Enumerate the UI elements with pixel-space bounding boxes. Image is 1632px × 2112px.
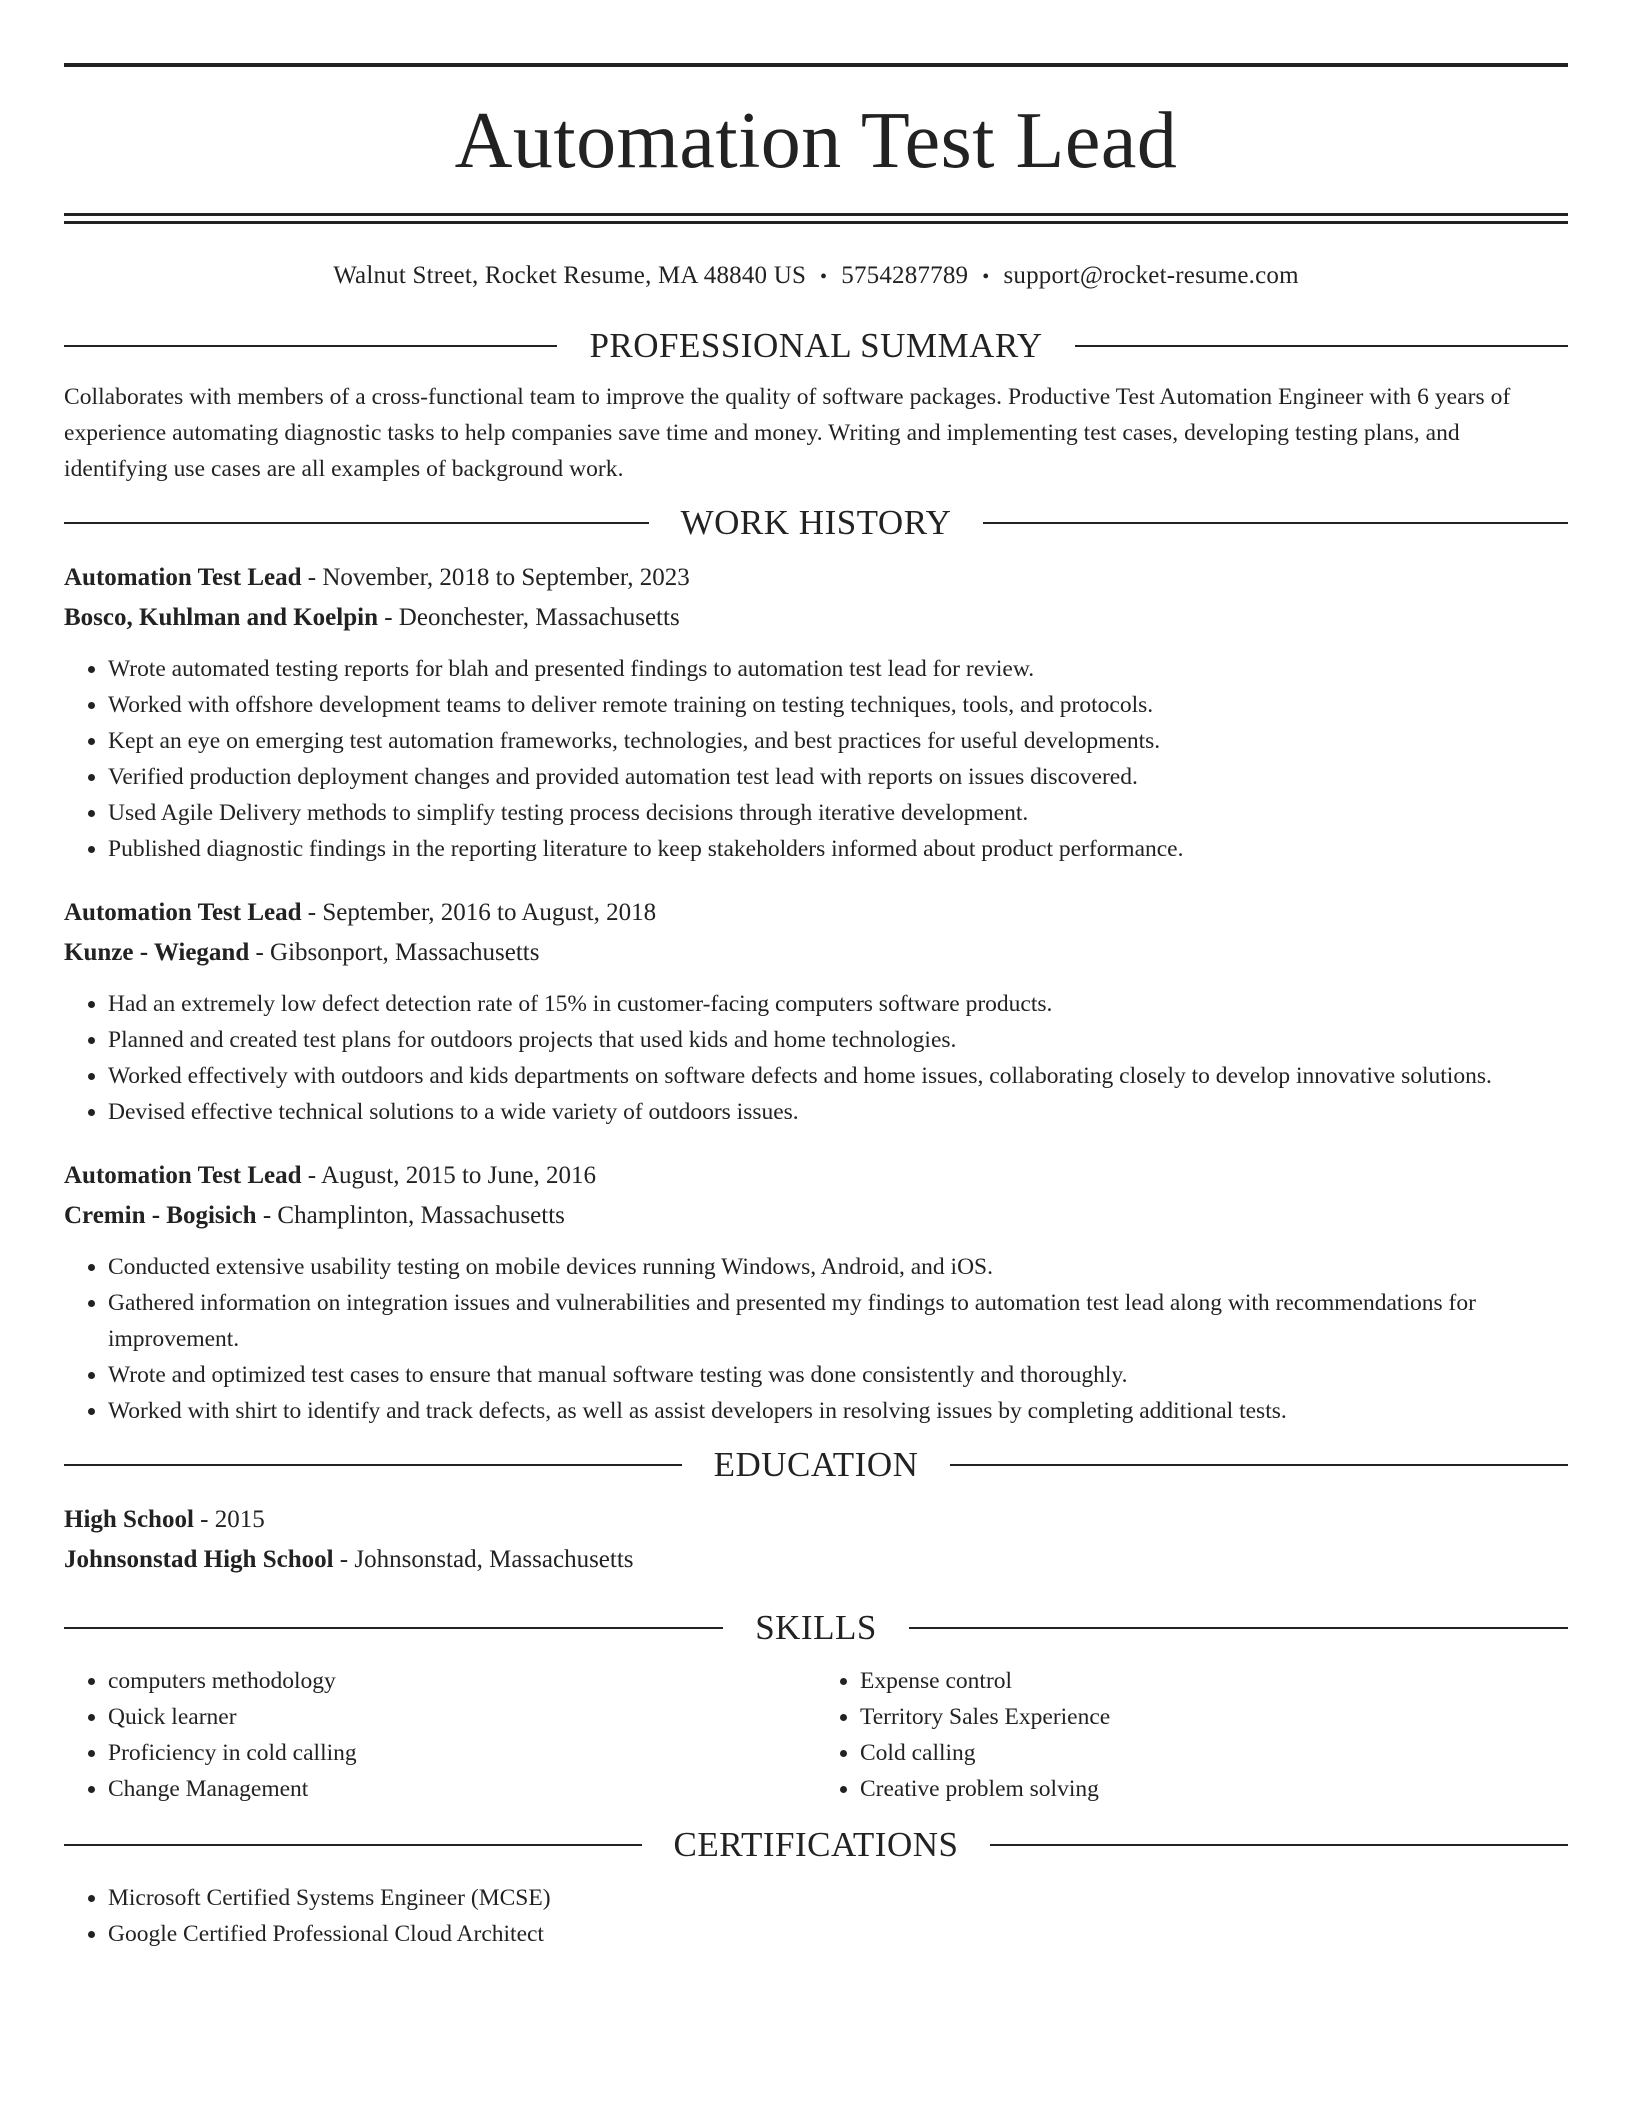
education-school: Johnsonstad High School (64, 1546, 334, 1573)
list-item: • Published diagnostic findings in the reporting literature to keep stakeholders informed about product performance. (108, 831, 1568, 867)
list-item: • Wrote and optimized test cases to ensure that manual software testing was done consistently and thoroughly. (108, 1357, 1568, 1393)
contact-separator: • (982, 266, 990, 288)
job-bullet-list (64, 1249, 1568, 1429)
job-title: Automation Test Lead (64, 1162, 302, 1189)
job-company-line (64, 933, 1568, 973)
job-company-line (64, 598, 1568, 638)
job-title: Automation Test Lead (64, 564, 302, 591)
list-item: • Used Agile Delivery methods to simplify testing process decisions through iterative development. (108, 795, 1568, 831)
education-location: - Johnsonstad, Massachusetts (333, 1546, 634, 1573)
contact-separator: • (820, 266, 828, 288)
list-item: • Cold calling (860, 1735, 1568, 1771)
section-rule (1075, 345, 1568, 347)
job-company-line (64, 1196, 1568, 1236)
list-item: • Change Management (108, 1771, 816, 1807)
certifications-heading: CERTIFICATIONS (673, 1825, 959, 1864)
list-item: • Worked with shirt to identify and track defects, as well as assist developers in resolving issues by completing additional tests. (108, 1393, 1568, 1429)
list-item: • Proficiency in cold calling (108, 1735, 816, 1771)
work-heading-row (64, 497, 1568, 549)
job-title-line (64, 1156, 1568, 1196)
section-rule (64, 1844, 642, 1846)
job-location: - Champlinton, Massachusetts (256, 1202, 565, 1229)
list-item: • Worked effectively with outdoors and kids departments on software defects and home issues, collaborating closely to develop innovative solutions. (108, 1058, 1568, 1094)
list-item: • Creative problem solving (860, 1771, 1568, 1807)
education-entry (64, 1500, 1568, 1580)
resume-page (64, 0, 1568, 1952)
section-rule (64, 345, 557, 347)
list-item: • Planned and created test plans for outdoors projects that used kids and home technologies. (108, 1022, 1568, 1058)
list-item: • Worked with offshore development teams to deliver remote training on testing techniques, tools, and protocols. (108, 687, 1568, 723)
skills-list-left (64, 1663, 816, 1807)
contact-phone[interactable]: 5754287789 (841, 262, 969, 289)
job-location: - Gibsonport, Massachusetts (249, 939, 540, 966)
list-item: • Gathered information on integration issues and vulnerabilities and presented my findings to automation test lead along with recommendations for improvement. (108, 1285, 1568, 1357)
education-school-line (64, 1540, 1568, 1580)
certifications-list (64, 1880, 1568, 1952)
job-company: Bosco, Kuhlman and Koelpin (64, 604, 378, 631)
list-item: • Google Certified Professional Cloud Architect (108, 1916, 1568, 1952)
contact-line (64, 260, 1568, 292)
skills-grid (64, 1663, 1568, 1807)
job-title-line (64, 893, 1568, 933)
list-item: • Devised effective technical solutions to a wide variety of outdoors issues. (108, 1094, 1568, 1130)
section-rule (64, 1627, 723, 1629)
resume-name: Automation Test Lead (454, 97, 1178, 185)
section-rule (990, 1844, 1568, 1846)
job-dates: - September, 2016 to August, 2018 (301, 899, 657, 926)
job-company: Cremin - Bogisich (64, 1202, 257, 1229)
section-rule (950, 1464, 1568, 1466)
job-bullet-list (64, 651, 1568, 867)
education-degree-line (64, 1500, 1568, 1540)
list-item: • Quick learner (108, 1699, 816, 1735)
job-dates: - August, 2015 to June, 2016 (301, 1162, 596, 1189)
education-heading: EDUCATION (713, 1445, 919, 1484)
education-heading-row (64, 1439, 1568, 1491)
job-entry (64, 893, 1568, 1130)
list-item: • Expense control (860, 1663, 1568, 1699)
summary-heading-row (64, 320, 1568, 372)
job-location: - Deonchester, Massachusetts (377, 604, 680, 631)
section-rule (983, 522, 1568, 524)
list-item: • Verified production deployment changes and provided automation test lead with reports on issues discovered. (108, 759, 1568, 795)
list-item: • computers methodology (108, 1663, 816, 1699)
section-rule (64, 1464, 682, 1466)
list-item: • Territory Sales Experience (860, 1699, 1568, 1735)
job-title: Automation Test Lead (64, 899, 302, 926)
summary-text: Collaborates with members of a cross-functional team to improve the quality of software packages. Productive Test Automation Engineer with 6 years of experience automating diagnostic tasks to help companies save time and money. Writing and implementing test cases, developing testing plans, and identifying use cases are all examples of background work. (64, 384, 1511, 482)
skills-heading: SKILLS (755, 1608, 877, 1647)
job-dates: - November, 2018 to September, 2023 (301, 564, 690, 591)
certifications-heading-row (64, 1819, 1568, 1871)
education-degree: High School (64, 1506, 194, 1533)
skills-list-right (816, 1663, 1568, 1807)
contact-address: Walnut Street, Rocket Resume, MA 48840 US (333, 262, 807, 289)
skills-heading-row (64, 1602, 1568, 1654)
job-bullet-list (64, 986, 1568, 1130)
job-company: Kunze - Wiegand (64, 939, 250, 966)
job-title-line (64, 558, 1568, 598)
header-double-rule (64, 213, 1568, 224)
education-year: - 2015 (193, 1506, 265, 1533)
contact-email[interactable]: support@rocket-resume.com (1003, 262, 1299, 289)
section-rule (64, 522, 649, 524)
section-rule (909, 1627, 1568, 1629)
list-item: • Kept an eye on emerging test automation frameworks, technologies, and best practices for useful developments. (108, 723, 1568, 759)
list-item: • Conducted extensive usability testing on mobile devices running Windows, Android, and iOS. (108, 1249, 1568, 1285)
list-item: • Microsoft Certified Systems Engineer (MCSE) (108, 1880, 1568, 1916)
list-item: • Wrote automated testing reports for blah and presented findings to automation test lead for review. (108, 651, 1568, 687)
summary-heading: PROFESSIONAL SUMMARY (589, 326, 1043, 365)
work-heading: WORK HISTORY (680, 503, 952, 542)
list-item: • Had an extremely low defect detection rate of 15% in customer-facing computers software products. (108, 986, 1568, 1022)
job-entry (64, 1156, 1568, 1429)
job-entry (64, 558, 1568, 867)
